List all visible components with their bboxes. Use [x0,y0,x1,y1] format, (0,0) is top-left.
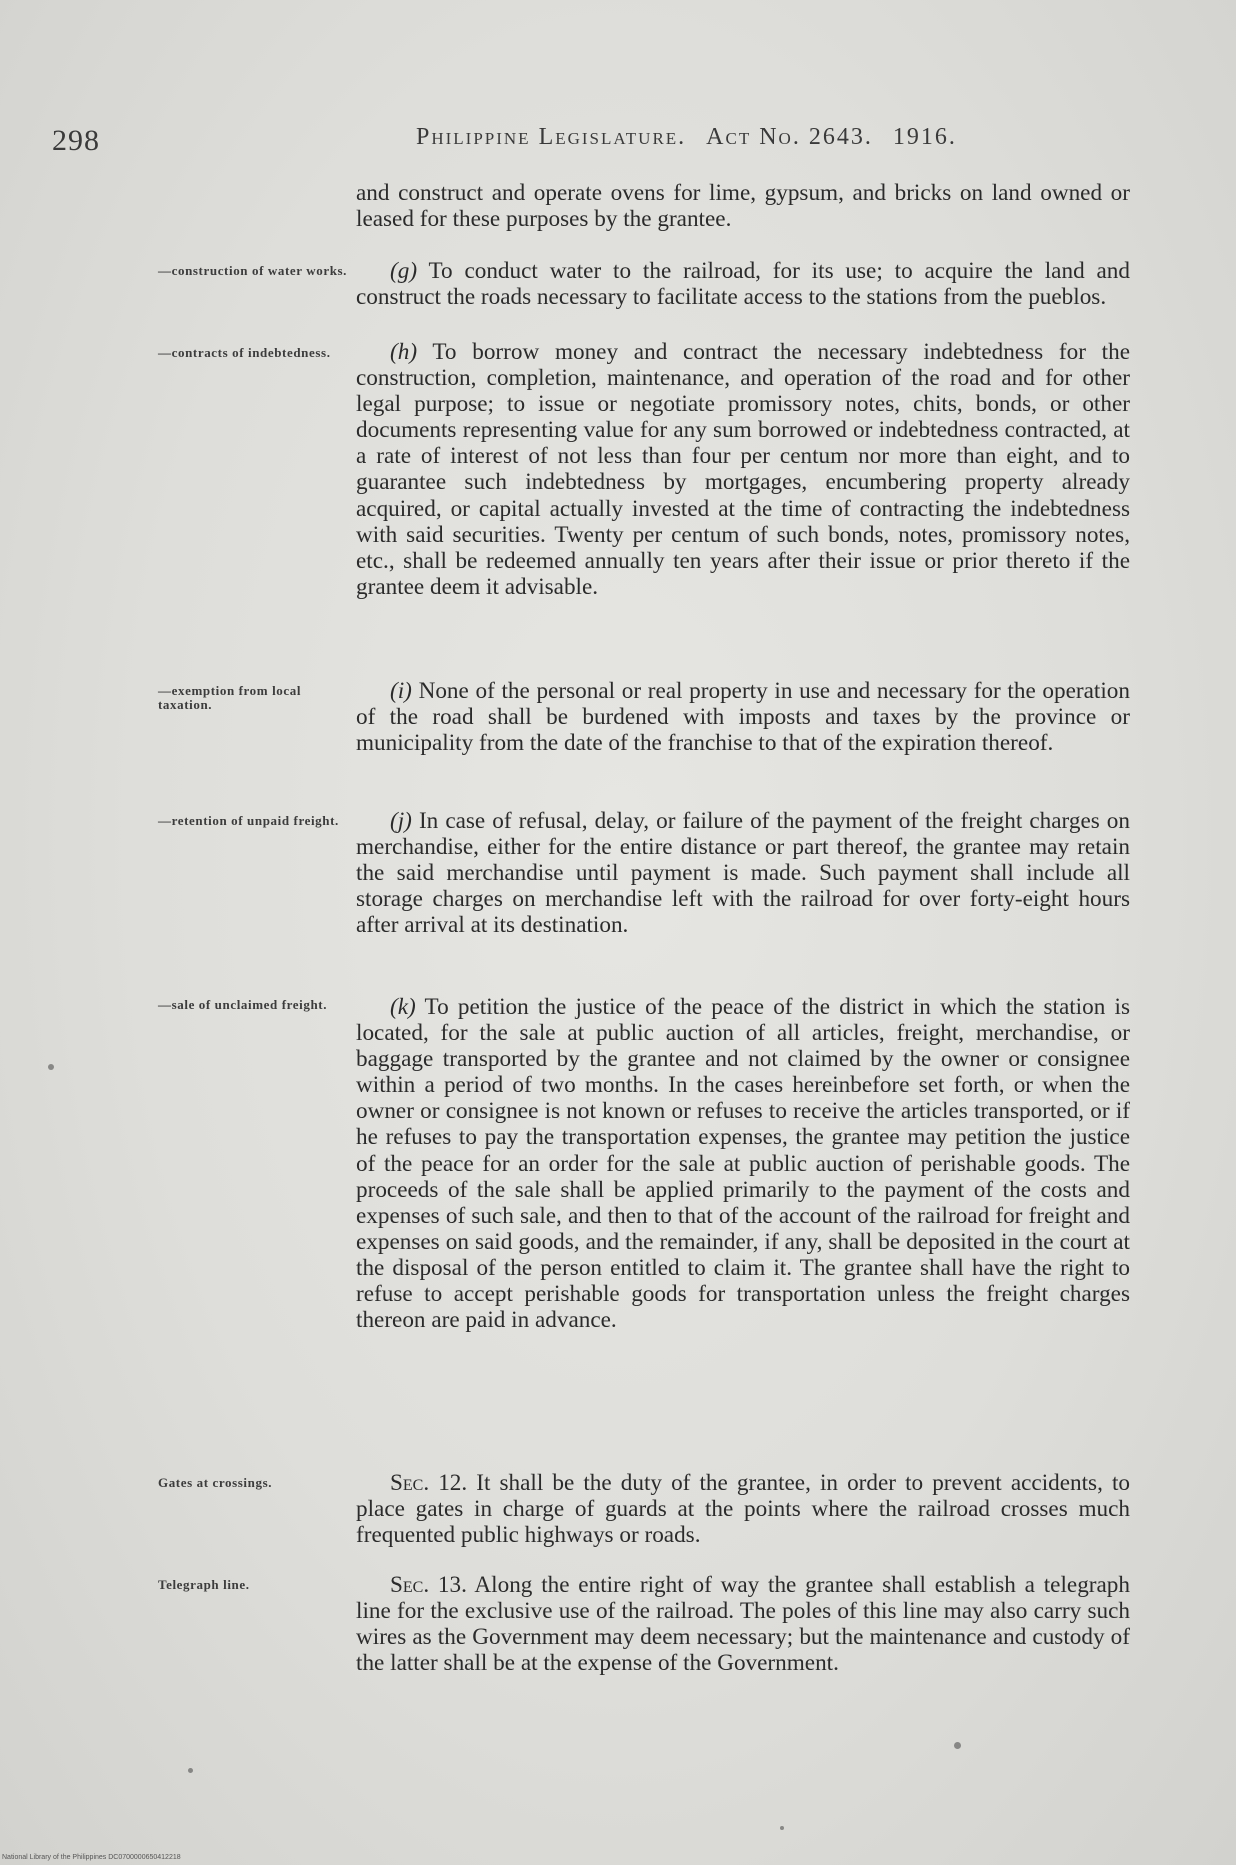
paragraph-k-label: (k) [390,994,416,1020]
paragraph-h [356,339,1130,600]
section-12 [356,1470,1130,1548]
scan-speck [48,1064,54,1070]
section-13-label: Sec. 13. [390,1572,467,1598]
paragraph-g-label: (g) [390,258,418,284]
paragraph-h-text: To borrow money and contract the necessary indebtedness for the construction, completion, maintenance, and operation of the road and for other legal purpose; to issue or negotiate promissory notes, chits, bonds, or other documents representing value for any sum borrowed or indebtedness contracted, at a rate of interest of not less than four per centum nor more than eight, and to guarantee such indebtedness by mortgages, encumbering property already acquired, or capital actually invested at the time of contracting the indebtedness with said securities. Twenty per centum of such bonds, notes, promissory notes, etc., shall be redeemed annually ten years after their issue or prior thereto if the grantee deem it advisable. [356,339,1130,600]
paragraph-i [356,678,1130,756]
paragraph-i-label: (i) [390,678,412,704]
paragraph-h-label: (h) [390,339,418,365]
paragraph-i-text: None of the personal or real property in use and necessary for the operation of the road shall be burdened with imposts and taxes by the province or municipality from the date of the franchise to that of the expiration thereof. [356,678,1130,757]
paragraph-j-text: In case of refusal, delay, or failure of the payment of the freight charges on merchandise, either for the entire distance or part thereof, the grantee may retain the said merchandise until payment is made. Such payment shall include all storage charges on merchandise left with the railroad for over forty-eight hours after arrival at its destination. [356,808,1130,939]
section-12-label: Sec. 12. [390,1470,468,1496]
running-head [416,124,957,151]
sidenote-indebtedness: —contracts of indebtedness. [158,345,331,360]
sidenote-local-taxation: —exemption from local taxation. [158,683,302,712]
sidenote-unclaimed-freight: —sale of unclaimed freight. [158,997,328,1012]
year: 1916. [892,124,957,150]
sidenote-water-works: —construction of water works. [158,263,348,278]
footer-credit: National Library of the Philippines DC0700000650412218 [2,1854,181,1861]
page-number: 298 [52,124,100,157]
scan-speck [954,1742,961,1749]
paragraph-g [356,258,1130,310]
scan-speck [780,1826,784,1830]
section-13 [356,1572,1130,1676]
section-12-text: It shall be the duty of the grantee, in order to prevent accidents, to place gates in charge of guards at the points where the railroad crosses much frequented public highways or roads. [356,1470,1130,1549]
paragraph-k-text: To petition the justice of the peace of the district in which the station is located, for the sale at public auction of all articles, freight, merchandise, or baggage transported by the grantee and not claimed by the owner or consignee within a period of two months. In the cases hereinbefore set forth, or when the owner or consignee is not known or refuses to receive the articles transported, or if he refuses to pay the transportation expenses, the grantee may petition the justice of the peace for an order for the sale at public auction of perishable goods. The proceeds of the sale shall be applied primarily to the payment of the costs and expenses of such sale, and then to that of the account of the railroad for freight and expenses on said goods, and the remainder, if any, shall be deposited in the court at the disposal of the person entitled to claim it. The grantee shall have the right to refuse to accept perishable goods for transportation unless the freight charges thereon are paid in advance. [356,994,1130,1334]
running-title: Philippine Legislature. [416,124,687,150]
section-13-text: Along the entire right of way the grantee shall establish a telegraph line for the exclusive use of the railroad. The poles of this line may also carry such wires as the Government may deem necessary; but the maintenance and custody of the latter shall be at the expense of the Government. [356,1572,1130,1677]
scan-speck [188,1768,193,1773]
sidenote-unpaid-freight: —retention of unpaid freight. [158,813,339,828]
paragraph-continuation: and construct and operate ovens for lime, gypsum, and bricks on land owned or leased for these purposes by the grantee. [356,180,1130,233]
paragraph-k [356,994,1130,1333]
act-number: Act No. 2643. [706,124,873,150]
paragraph-j-label: (j) [390,808,412,834]
sidenote-gates-at-crossings: Gates at crossings. [158,1475,273,1490]
sidenote-telegraph-line: Telegraph line. [158,1577,250,1592]
paragraph-j [356,808,1130,938]
paragraph-g-text: To conduct water to the railroad, for its use; to acquire the land and construct the roads necessary to facilitate access to the stations from the pueblos. [356,258,1130,311]
